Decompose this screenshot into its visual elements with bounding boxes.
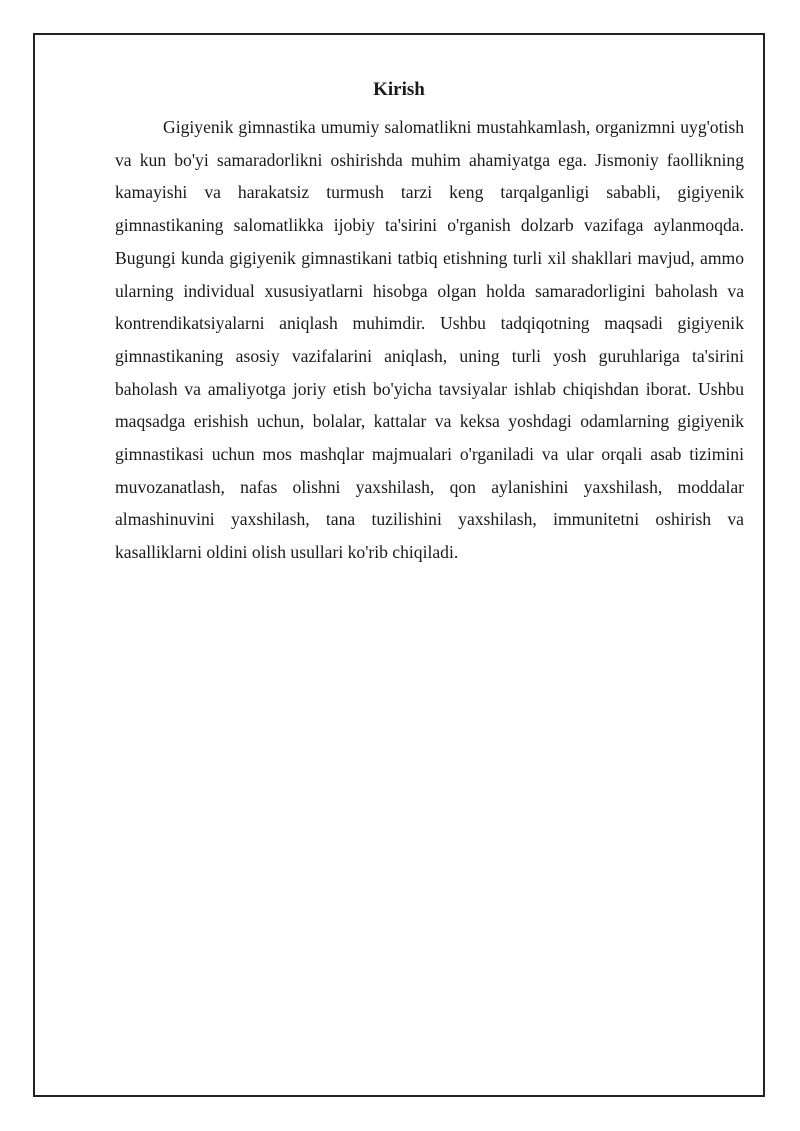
page-border	[33, 33, 765, 1097]
body-paragraph: Gigiyenik gimnastika umumiy salomatlikni mustahkamlash, organizmni uyg'otish va kun bo'yi samaradorlikni oshirishda muhim ahamiyatga ega. Jismoniy faollikning kamayishi va harakatsiz turmush tarzi keng tarqalganligi sababli, gigiyenik gimnastikaning salomatlikka ijobiy ta'sirini o'rganish dolzarb vazifaga aylanmoqda. Bugungi kunda gigiyenik gimnastikani tatbiq etishning turli xil shakllari mavjud, ammo ularning individual xususiyatlarni hisobga olgan holda samaradorligini baholash va kontrendikatsiyalarni aniqlash muhimdir. Ushbu tadqiqotning maqsadi gigiyenik gimnastikaning asosiy vazifalarini aniqlash, uning turli yosh guruhlariga ta'sirini baholash va amaliyotga joriy etish bo'yicha tavsiyalar ishlab chiqishdan iborat. Ushbu maqsadga erishish uchun, bolalar, kattalar va keksa yoshdagi odamlarning gigiyenik gimnastikasi uchun mos mashqlar majmualari o'rganiladi va ular orqali asab tizimini muvozanatlash, nafas olishni yaxshilash, qon aylanishini yaxshilash, moddalar almashinuvini yaxshilash, tana tuzilishini yaxshilash, immunitetni oshirish va kasalliklarni oldini olish usullari ko'rib chiqiladi.	[115, 117, 744, 563]
section-heading: Kirish	[373, 79, 425, 100]
